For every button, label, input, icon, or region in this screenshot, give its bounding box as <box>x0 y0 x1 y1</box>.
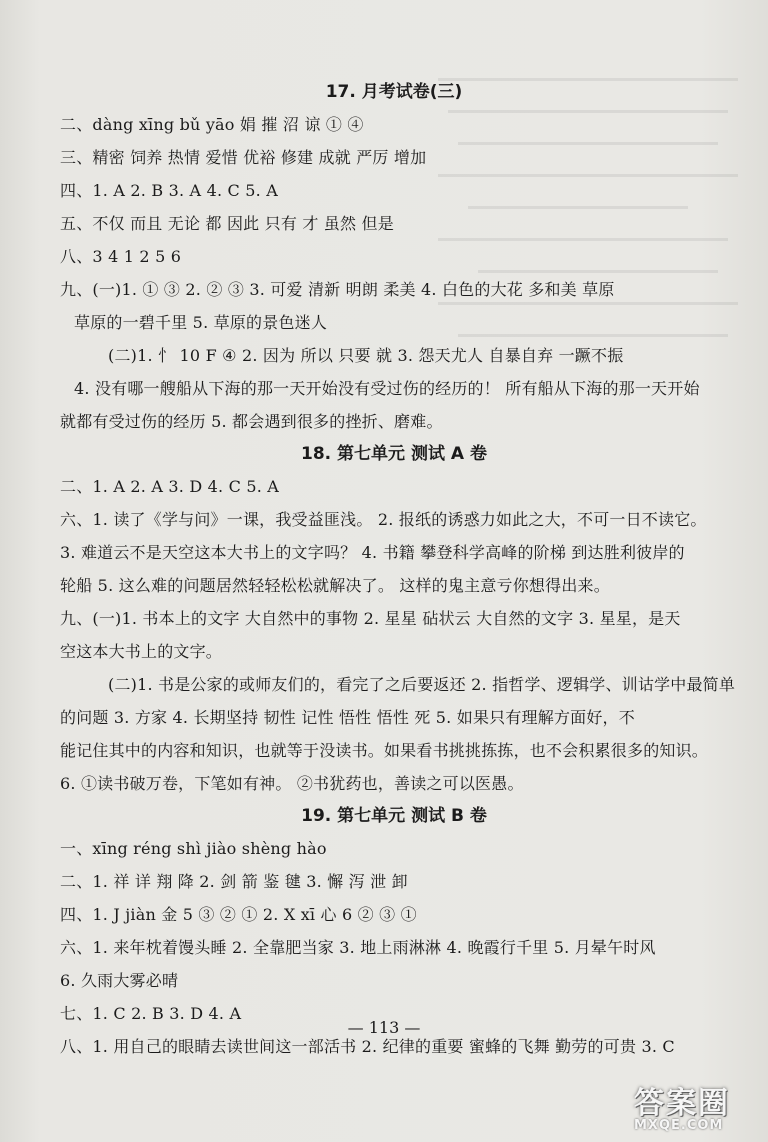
answer-line: 九、(一)1. 书本上的文字 大自然中的事物 2. 星星 砧状云 大自然的文字 3. 星星，是天 <box>60 609 681 628</box>
answer-line: 草原的一碧千里 5. 草原的景色迷人 <box>74 313 328 332</box>
answer-section <box>60 440 736 800</box>
answer-line: (二)1. 忄 10 F ④ 2. 因为 所以 只要 就 3. 怨天尤人 自暴自弃 一蹶不振 <box>108 346 624 365</box>
section-title: 18. 第七单元 测试 A 卷 <box>301 444 487 464</box>
answer-line: 轮船 5. 这么难的问题居然轻轻松松就解决了。 这样的鬼主意亏你想得出来。 <box>60 576 610 595</box>
answer-line: 6. 久雨大雾必晴 <box>60 971 179 990</box>
answer-line: 二、dàng xīng bǔ yāo 娟 摧 沼 谅 ① ④ <box>60 115 364 134</box>
answer-line: 五、不仅 而且 无论 都 因此 只有 才 虽然 但是 <box>60 214 394 233</box>
watermark-logo-url: MXQE.COM <box>634 1118 724 1133</box>
watermark-logo <box>634 1078 756 1134</box>
answer-section <box>60 78 728 438</box>
answer-line: 空这本大书上的文字。 <box>60 642 223 661</box>
watermark-logo-title: 答案圈 <box>634 1086 730 1121</box>
answer-line: 四、1. A 2. B 3. A 4. C 5. A <box>60 181 278 200</box>
answer-line: 二、1. A 2. A 3. D 4. C 5. A <box>60 477 280 496</box>
answer-line: 一、xīng réng shì jiào shèng hào <box>60 839 327 858</box>
answer-line: 三、精密 饲养 热情 爱惜 优裕 修建 成就 严厉 增加 <box>60 148 427 167</box>
answer-line: (二)1. 书是公家的或师友们的，看完了之后要返还 2. 指哲学、逻辑学、训诂学中最简单 <box>108 675 736 694</box>
answer-line: 八、3 4 1 2 5 6 <box>60 247 182 266</box>
answer-line: 能记住其中的内容和知识，也就等于没读书。如果看书挑挑拣拣，也不会积累很多的知识。 <box>60 741 709 760</box>
answer-line: 七、1. C 2. B 3. D 4. A <box>60 1004 242 1023</box>
answer-line: 六、1. 读了《学与问》一课，我受益匪浅。 2. 报纸的诱惑力如此之大，不可一日不读它。 <box>60 510 707 529</box>
answer-line: 就都有受过伤的经历 5. 都会遇到很多的挫折、磨难。 <box>60 412 443 431</box>
answer-line: 的问题 3. 方家 4. 长期坚持 韧性 记性 悟性 悟性 死 5. 如果只有理解方面好，不 <box>60 708 635 727</box>
answer-line: 六、1. 来年枕着馒头睡 2. 全靠肥当家 3. 地上雨淋淋 4. 晚霞行千里 5. 月晕午时风 <box>60 938 656 957</box>
answer-line: 二、1. 祥 详 翔 降 2. 剑 箭 鉴 毽 3. 懈 泻 泄 卸 <box>60 872 408 891</box>
answer-content <box>60 76 736 1063</box>
answer-line: 四、1. J jiàn 金 5 ③ ② ① 2. X xī 心 6 ② ③ ① <box>60 905 417 924</box>
answer-line: 6. ①读书破万卷，下笔如有神。 ②书犹药也，善读之可以医愚。 <box>60 774 524 793</box>
section-title: 19. 第七单元 测试 B 卷 <box>301 806 487 826</box>
page-number: — 113 — <box>347 1018 421 1037</box>
answer-line: 4. 没有哪一艘船从下海的那一天开始没有受过伤的经历的！ 所有船从下海的那一天开始 <box>74 379 700 398</box>
answer-line: 八、1. 用自己的眼睛去读世间这一部活书 2. 纪律的重要 蜜蜂的飞舞 勤劳的可贵 3. C <box>60 1037 675 1056</box>
section-title: 17. 月考试卷(三) <box>325 82 463 102</box>
answer-line: 3. 难道云不是天空这本大书上的文字吗？ 4. 书籍 攀登科学高峰的阶梯 到达胜利彼岸的 <box>60 543 685 562</box>
answer-line: 九、(一)1. ① ③ 2. ② ③ 3. 可爱 清新 明朗 柔美 4. 白色的大花 多和美 草原 <box>60 280 615 299</box>
